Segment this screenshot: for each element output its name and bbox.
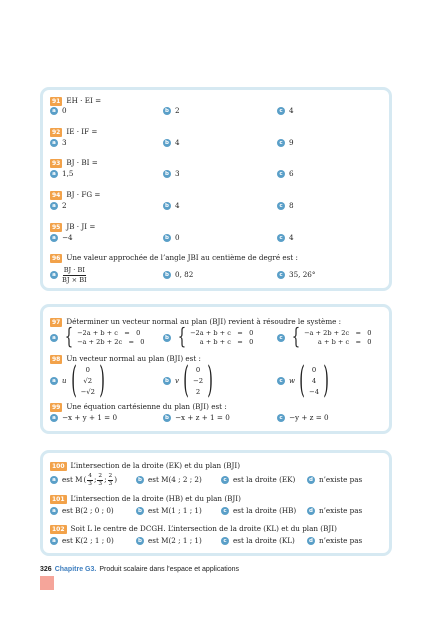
option-text: 6 (289, 169, 294, 178)
fraction-numerator: BJ · BI (63, 265, 85, 274)
fraction-3 (108, 473, 114, 488)
option-text: n’existe pas (319, 475, 363, 484)
exercise-panel-1 (40, 87, 392, 291)
option-letter: a (50, 234, 58, 242)
option-b[interactable] (136, 535, 202, 547)
left-paren-icon: ( (83, 475, 87, 484)
exercise-question: IE · IF = (66, 127, 98, 136)
option-letter: b (163, 139, 171, 147)
vector-components (193, 365, 203, 398)
option-b[interactable] (163, 412, 230, 424)
vector-components (309, 365, 319, 398)
brace-icon: { (291, 325, 301, 350)
equation-line-1: −2a + b + c = 0 (190, 329, 254, 337)
exercise-question: L’intersection de la droite (EK) et du plan (BJI) (70, 461, 241, 470)
exercise-number: 91 (52, 97, 61, 105)
option-a[interactable] (50, 360, 109, 401)
separator: ; (94, 475, 97, 484)
component-3: 2 (195, 387, 201, 396)
option-letter: a (50, 139, 58, 147)
option-a[interactable] (50, 200, 67, 212)
component-1: 0 (85, 365, 90, 374)
exercise-96 (50, 252, 298, 264)
option-text: est M (62, 475, 83, 484)
exercise-question: Une valeur approchée de l’angle JBI au centième de degré est : (66, 253, 298, 262)
exercise-number: 95 (52, 223, 61, 231)
option-a[interactable] (50, 327, 145, 349)
option-letter: a (50, 476, 58, 484)
page-footer (40, 566, 239, 573)
option-letter: b (136, 476, 144, 484)
exercise-question: BJ · BI = (66, 158, 98, 167)
exercise-number: 100 (52, 462, 65, 470)
exercise-number: 96 (52, 254, 61, 262)
option-a[interactable] (50, 471, 117, 489)
component-2: 4 (311, 376, 317, 385)
option-letter: a (50, 334, 58, 342)
component-2: −2 (193, 376, 204, 385)
option-b[interactable] (163, 360, 217, 401)
option-letter: c (277, 234, 285, 242)
equation-system (190, 329, 253, 347)
option-b[interactable] (163, 168, 180, 180)
right-paren-icon: ) (323, 360, 329, 401)
option-a[interactable] (50, 105, 67, 117)
chapter-label: Chapitre G3. (54, 566, 97, 573)
option-text: est M(4 ; 2 ; 2) (148, 475, 202, 484)
option-letter: c (277, 202, 285, 210)
option-fraction (62, 266, 87, 285)
option-letter: a (50, 414, 58, 422)
option-text: 0 (62, 106, 67, 115)
numerator: 2 (98, 472, 103, 479)
option-text: 2 (175, 106, 180, 115)
option-b[interactable] (163, 327, 253, 349)
brace-icon: { (64, 325, 74, 350)
option-text: −4 (62, 233, 73, 242)
option-b[interactable] (163, 232, 180, 244)
component-1: 0 (195, 365, 201, 374)
option-a[interactable] (50, 265, 87, 285)
numerator: 2 (108, 472, 113, 479)
option-c[interactable] (277, 360, 333, 401)
option-letter: a (50, 271, 58, 279)
option-c[interactable] (277, 105, 294, 117)
option-letter: b (163, 377, 171, 385)
equation-system (304, 329, 372, 347)
option-d[interactable] (307, 505, 362, 517)
option-text: 1,5 (62, 169, 74, 178)
left-paren-icon: ( (299, 360, 305, 401)
vector-name: v (175, 377, 179, 385)
brace-icon: { (177, 325, 187, 350)
option-d[interactable] (307, 535, 362, 547)
exercise-number: 94 (52, 191, 61, 199)
option-text: 2 (62, 201, 67, 210)
option-letter: c (277, 334, 285, 342)
option-a[interactable] (50, 232, 73, 244)
option-letter: b (163, 234, 171, 242)
option-text: est la droite (KL) (233, 536, 295, 545)
equation-line-2: −a + 2b + 2c = 0 (77, 338, 145, 346)
exercise-question: JB · JI = (66, 222, 96, 231)
option-a[interactable] (50, 505, 114, 517)
option-text: −x + z + 1 = 0 (175, 413, 230, 422)
option-c[interactable] (277, 412, 329, 424)
option-letter: c (221, 507, 229, 515)
component-3: −4 (309, 387, 320, 396)
vector (289, 360, 333, 401)
option-letter: c (221, 537, 229, 545)
option-letter: a (50, 170, 58, 178)
exercise-question: Soit L le centre de DCGH. L’intersection de la droite (KL) et du plan (BJI) (70, 524, 337, 533)
option-letter: a (50, 507, 58, 515)
option-text: 0 (175, 233, 180, 242)
fraction-denominator: BJ × BI (62, 275, 87, 284)
denominator: 3 (98, 480, 103, 487)
option-letter: c (221, 476, 229, 484)
exercise-number: 92 (52, 128, 61, 136)
option-c[interactable] (221, 535, 295, 547)
option-text: 35, 26° (289, 270, 316, 279)
option-c[interactable] (277, 269, 315, 281)
fraction-2 (97, 473, 103, 488)
option-c[interactable] (221, 505, 296, 517)
fraction-1 (87, 473, 93, 488)
vector (175, 360, 217, 401)
right-paren-icon: ) (99, 360, 105, 401)
exercise-102 (50, 523, 337, 535)
option-a[interactable] (50, 137, 67, 149)
exercise-number: 102 (52, 525, 65, 533)
option-letter: b (163, 334, 171, 342)
exercise-number: 99 (52, 403, 61, 411)
option-a[interactable] (50, 412, 117, 424)
equation-line-1: −a + 2b + 2c = 0 (304, 329, 372, 337)
option-letter: c (277, 107, 285, 115)
denominator: 3 (88, 480, 92, 487)
option-b[interactable] (163, 200, 180, 212)
exercise-101 (50, 493, 241, 505)
option-letter: d (307, 537, 315, 545)
option-c[interactable] (277, 200, 294, 212)
option-a[interactable] (50, 535, 114, 547)
exercise-question: BJ · FG = (66, 190, 101, 199)
exercise-number: 101 (52, 495, 65, 503)
option-letter: b (136, 507, 144, 515)
left-paren-icon: ( (183, 360, 189, 401)
component-1: 0 (311, 365, 317, 374)
chapter-title: Produit scalaire dans l’espace et applications (99, 566, 240, 573)
option-b[interactable] (163, 137, 180, 149)
option-letter: d (307, 507, 315, 515)
exercise-question: L’intersection de la droite (HB) et du plan (BJI) (70, 494, 241, 503)
option-letter: b (163, 170, 171, 178)
equation-system (77, 329, 145, 347)
option-letter: c (277, 414, 285, 422)
option-text: 4 (289, 106, 294, 115)
option-text: 4 (289, 233, 294, 242)
option-a[interactable] (50, 168, 73, 180)
exercise-number: 98 (52, 355, 61, 363)
exercise-question: EH · EI = (66, 96, 102, 105)
equation-line-2: a + b + c = 0 (199, 338, 254, 346)
vector (62, 360, 109, 401)
numerator: 4 (88, 472, 92, 479)
component-2: √2 (83, 376, 93, 385)
option-letter: c (277, 271, 285, 279)
option-text: −y + z = 0 (289, 413, 329, 422)
option-text: −x + y + 1 = 0 (62, 413, 118, 422)
exercise-panel-2 (40, 304, 392, 434)
option-letter: b (163, 202, 171, 210)
option-text: 8 (289, 201, 294, 210)
vector-name: w (289, 377, 295, 385)
option-text: 9 (289, 138, 294, 147)
option-text: 0, 82 (175, 270, 194, 279)
option-letter: b (163, 414, 171, 422)
page-number: 326 (40, 566, 52, 573)
exercise-question: Un vecteur normal au plan (BJI) est : (66, 354, 201, 363)
footer-color-block (40, 576, 54, 590)
option-letter: b (136, 537, 144, 545)
denominator: 3 (108, 480, 113, 487)
option-text: est la droite (EK) (233, 475, 296, 484)
option-text: est K(2 ; 1 ; 0) (62, 536, 114, 545)
exercise-number: 97 (52, 318, 61, 326)
option-text: est M(1 ; 1 ; 1) (148, 506, 202, 515)
option-b[interactable] (136, 505, 202, 517)
option-text: est la droite (HB) (233, 506, 297, 515)
right-paren-icon: ) (207, 360, 213, 401)
option-c[interactable] (277, 327, 372, 349)
option-letter: c (277, 139, 285, 147)
vector-name: u (62, 377, 67, 385)
exercise-question: Déterminer un vecteur normal au plan (BJI) revient à résoudre le système : (66, 317, 342, 326)
option-letter: a (50, 377, 58, 385)
option-letter: a (50, 202, 58, 210)
option-text: 4 (175, 201, 180, 210)
exercise-question: Une équation cartésienne du plan (BJI) est : (66, 402, 227, 411)
option-text: 3 (62, 138, 67, 147)
equation-line-2: a + b + c = 0 (317, 338, 372, 346)
option-text: 4 (175, 138, 180, 147)
option-c[interactable] (277, 232, 294, 244)
option-c[interactable] (221, 474, 295, 486)
option-letter: b (163, 271, 171, 279)
option-letter: a (50, 537, 58, 545)
option-text: n’existe pas (319, 506, 363, 515)
option-letter: a (50, 107, 58, 115)
option-letter: b (163, 107, 171, 115)
option-letter: c (277, 170, 285, 178)
option-text: est B(2 ; 0 ; 0) (62, 506, 114, 515)
option-c[interactable] (277, 168, 294, 180)
separator: ; (104, 475, 107, 484)
option-d[interactable] (307, 474, 362, 486)
exercise-number: 93 (52, 159, 61, 167)
option-letter: c (277, 377, 285, 385)
option-text: est M(2 ; 1 ; 1) (148, 536, 202, 545)
option-text: n’existe pas (319, 536, 363, 545)
exercise-panel-3 (40, 450, 392, 556)
option-b[interactable] (163, 105, 180, 117)
option-c[interactable] (277, 137, 294, 149)
option-b[interactable] (163, 269, 193, 281)
component-3: −√2 (80, 387, 95, 396)
option-letter: d (307, 476, 315, 484)
vector-components (81, 365, 95, 398)
left-paren-icon: ( (70, 360, 77, 401)
option-b[interactable] (136, 474, 202, 486)
equation-line-1: −2a + b + c = 0 (77, 329, 141, 337)
option-text: 3 (175, 169, 180, 178)
right-paren-icon: ) (114, 475, 118, 484)
